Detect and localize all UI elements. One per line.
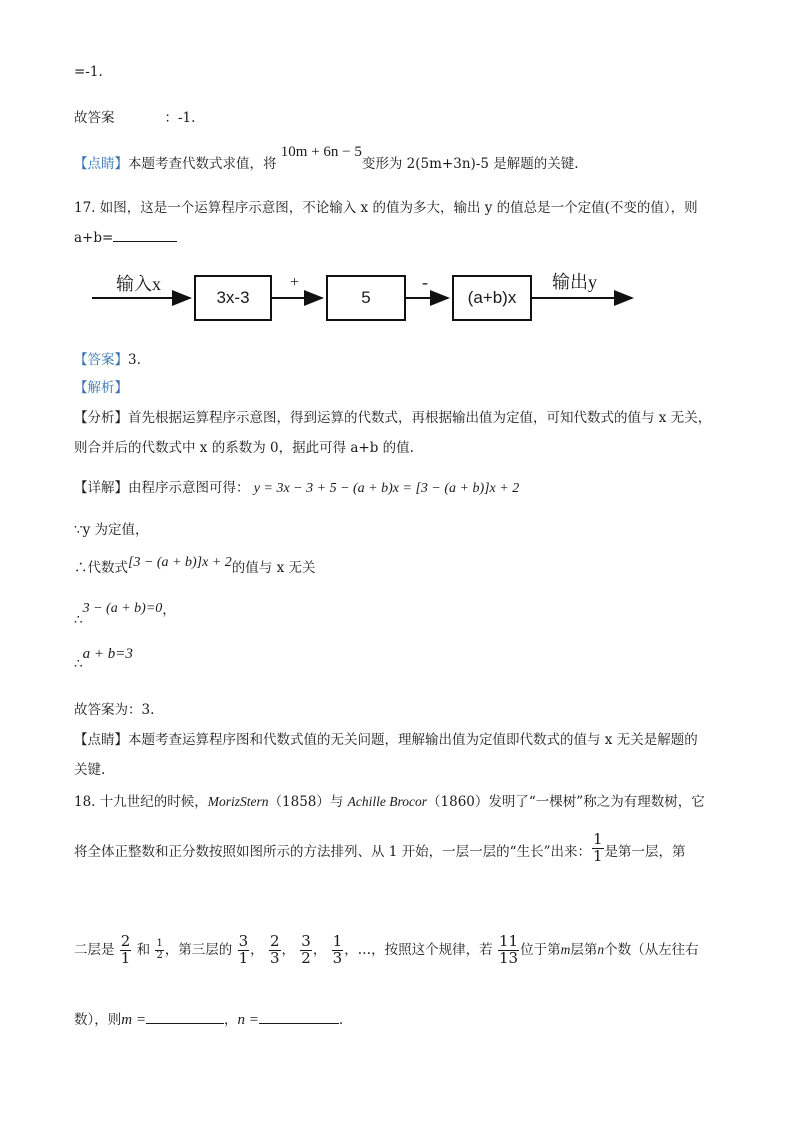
result-line: =-1. <box>74 64 103 80</box>
therefore2-prefix: ∴ <box>74 612 83 628</box>
q17-line1: 17. 如图，这是一个运算程序示意图，不论输入 x 的值为多大，输出 y 的值总是一个定值(不变的值），则 <box>74 200 698 216</box>
comment-text-a: 本题考查代数式求值，将 <box>128 156 277 172</box>
dianjing2-text1: 本题考查运算程序图和代数式值的无关问题，理解输出值为定值即代数式的值与 x 无关是解题的 <box>128 732 698 748</box>
final-answer: 故答案为：3. <box>74 702 155 718</box>
q18-l2end: 是第一层，第 <box>604 843 686 860</box>
fraction-1-1: $\frac{1}{1}$ <box>592 830 603 865</box>
fraction-2-1: $\frac{2}{1}$ <box>120 932 131 967</box>
therefore2-suffix: ， <box>162 602 176 618</box>
comment-text-b: 变形为 2(5m+3n)-5 是解题的关键. <box>361 156 579 172</box>
fenxi-line2: 则合并后的代数式中 x 的系数为 0，据此可得 a+b 的值. <box>74 440 414 456</box>
q18-name1: MorizStern <box>207 794 269 809</box>
answer-label: 【答案】 <box>74 352 128 368</box>
fraction-3-1: $\frac{3}{1}$ <box>238 932 249 967</box>
op-plus: + <box>290 274 300 291</box>
q18-l3e: 层第 <box>570 941 598 958</box>
q18-y1: （1858）与 <box>268 794 348 810</box>
box-ab-x: (a+b)x <box>452 275 532 321</box>
therefore2-formula: 3 − (a + b)=0 <box>82 601 163 616</box>
xiangjie-text: 由程序示意图可得： <box>128 480 250 496</box>
q18-meq: m = <box>121 1012 146 1028</box>
dianjing2-line2: 关键. <box>74 762 106 778</box>
q18-end: . <box>338 1012 344 1028</box>
q18-l1a: 18. 十九世纪的时候， <box>74 794 208 810</box>
q18-line4 <box>74 1008 343 1029</box>
xiangjie-formula: y = 3x − 3 + 5 − (a + b)x = [3 − (a + b)]x + 2 <box>253 481 520 496</box>
q18-neq: n = <box>237 1012 259 1028</box>
n-answer-blank <box>259 1023 339 1024</box>
q17-ab-label: a+b= <box>74 230 114 246</box>
q18-name2: Achille Brocor <box>347 794 428 809</box>
q18-sep2: ， <box>281 941 295 958</box>
therefore-line2 <box>74 598 176 628</box>
xiangjie-line <box>74 476 519 497</box>
output-label: 输出y <box>552 272 597 292</box>
dianjing2-line1 <box>74 728 698 748</box>
q18-l3a: 二层是 <box>74 941 115 958</box>
box-3x-3: 3x-3 <box>194 275 272 321</box>
q18-line2 <box>74 830 686 871</box>
fraction-1-2: $\frac{1}{2}$ <box>156 938 163 961</box>
q18-l3b: ，第三层的 <box>164 941 233 958</box>
therefore-line1 <box>74 556 315 577</box>
q18-line1 <box>74 790 705 810</box>
fraction-11-13: $\frac{11}{13}$ <box>498 932 519 967</box>
q18-n: n <box>597 941 605 957</box>
input-label: 输入x <box>116 274 161 294</box>
op-minus: - <box>422 272 428 292</box>
fraction-2-3: $\frac{2}{3}$ <box>269 932 280 967</box>
box-5: 5 <box>326 275 406 321</box>
m-answer-blank <box>146 1023 224 1024</box>
q18-l3f: 个数（从左往右 <box>604 941 699 958</box>
answer-value: ：-1. <box>164 110 196 126</box>
q18-y2: （1860）发明了“一棵树”称之为有理数树，它 <box>427 794 705 810</box>
comment-expr: 10m + 6n − 5 <box>280 144 362 160</box>
because-line: ∵y 为定值， <box>74 522 149 538</box>
therefore-line3 <box>74 646 133 672</box>
analysis-label: 【解析】 <box>74 380 128 396</box>
answer-17 <box>74 348 141 368</box>
q18-m: m <box>560 941 571 957</box>
q18-l3d: 位于第 <box>520 941 561 958</box>
fraction-1-3: $\frac{1}{3}$ <box>332 932 343 967</box>
answer-prefix: 故答案 <box>74 110 115 126</box>
therefore1-formula: [3 − (a + b)]x + 2 <box>128 555 232 570</box>
q18-line3 <box>74 934 699 967</box>
q18-sep1: ， <box>250 941 264 958</box>
therefore1-suffix: 的值与 x 无关 <box>231 560 316 576</box>
fenxi-line1 <box>74 406 711 426</box>
answer-value-17: 3. <box>128 352 141 368</box>
therefore1-prefix: ∴代数式 <box>74 560 128 576</box>
q18-and: 和 <box>136 941 151 958</box>
q18-comma: ， <box>223 1012 238 1028</box>
comment-label: 【点睛】 <box>74 156 128 172</box>
xiangjie-label: 【详解】 <box>74 480 128 496</box>
q18-sep3: ， <box>312 941 327 958</box>
therefore3-prefix: ∴ <box>74 656 83 672</box>
q18-l2: 将全体正整数和正分数按照如图所示的方法排列、从 1 开始，一层一层的“生长”出来： <box>74 843 591 860</box>
fraction-3-2: $\frac{3}{2}$ <box>301 932 311 967</box>
fenxi-text1: 首先根据运算程序示意图，得到运算的代数式，再根据输出值为定值，可知代数式的值与 x 无关， <box>128 410 712 426</box>
q18-l4a: 数），则 <box>74 1012 122 1028</box>
q18-l3c: ，…，按照这个规律，若 <box>344 941 493 958</box>
fenxi-label: 【分析】 <box>74 410 128 426</box>
dianjing2-label: 【点睛】 <box>74 732 128 748</box>
therefore3-formula: a + b=3 <box>82 646 133 662</box>
